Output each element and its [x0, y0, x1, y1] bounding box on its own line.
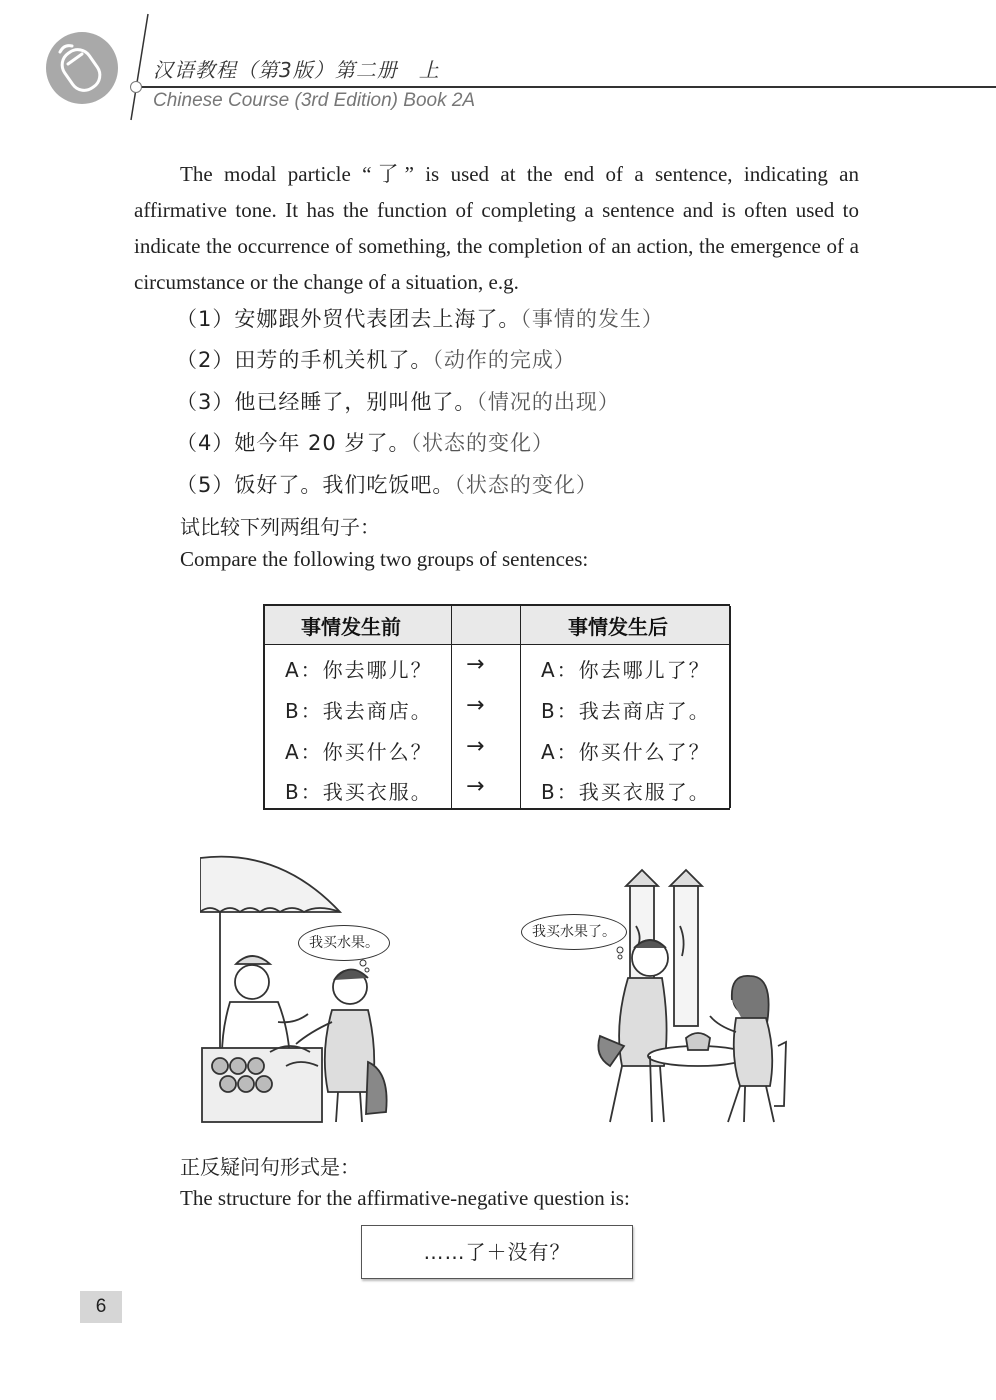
table-cell-before: A：你买什么？ [285, 740, 433, 764]
compare-instruction-en: Compare the following two groups of sentences: [180, 547, 589, 571]
table-header-before: 事情发生前 [301, 615, 401, 639]
example-number: （4） [176, 431, 235, 455]
table-cell-after: B：我去商店了。 [541, 699, 711, 723]
example-3 [176, 386, 620, 416]
example-text: 饭好了。我们吃饭吧。 [234, 473, 455, 497]
page-number: 6 [80, 1291, 122, 1323]
compare-instruction-cn: 试比较下列两组句子： [180, 515, 380, 539]
example-note: （事情的发生） [520, 307, 664, 331]
example-5 [176, 469, 598, 499]
structure-formula-box: ……了＋没有？ [361, 1225, 633, 1279]
table-cell-after: B：我买衣服了。 [541, 780, 711, 804]
example-2 [176, 344, 576, 374]
intro-text: The modal particle “了” is used at the end of a sentence, indicating an affirmative tone. It has the function of completing a sentence and is often used to indicate the occurrence of something, the completion of an action, the emergence of a circumstance or the change of a situation, e.g. [134, 162, 859, 294]
example-text: 田芳的手机关机了。 [234, 348, 433, 372]
header-rule [140, 86, 996, 88]
example-number: （2） [176, 348, 235, 372]
speech-bubble-after: 我买水果了。 [521, 914, 627, 950]
table-header-after: 事情发生后 [568, 615, 668, 639]
comparison-table [263, 604, 730, 810]
example-note: （动作的完成） [432, 348, 576, 372]
intro-paragraph [134, 156, 859, 300]
example-number: （3） [176, 390, 235, 414]
example-number: （5） [176, 473, 235, 497]
table-cell-before: A：你去哪儿？ [285, 658, 433, 682]
example-text: 她今年 20 岁了。 [234, 431, 411, 455]
example-4 [176, 427, 554, 457]
thought-dots [355, 958, 375, 974]
example-text: 安娜跟外贸代表团去上海了。 [234, 307, 521, 331]
header-divider-line [0, 0, 160, 130]
example-note: （状态的变化） [454, 473, 598, 497]
header-rule-dot [130, 81, 142, 93]
example-text: 他已经睡了，别叫他了。 [234, 390, 477, 414]
speech-bubble-before: 我买水果。 [298, 925, 390, 961]
example-1 [176, 303, 664, 333]
example-note: （状态的变化） [410, 431, 554, 455]
book-title-cn: 汉语教程（第3版）第二册 上 [153, 58, 440, 82]
example-number: （1） [176, 307, 235, 331]
arrow-icon: → [466, 652, 485, 677]
table-cell-before: B：我买衣服。 [285, 780, 433, 804]
arrow-icon: → [466, 774, 485, 799]
example-note: （情况的出现） [476, 390, 620, 414]
arrow-icon: → [466, 693, 485, 718]
structure-instruction-cn: 正反疑问句形式是： [180, 1155, 360, 1179]
fruit-stall-illustration [200, 852, 400, 1128]
thought-dots [612, 945, 632, 961]
table-cell-before: B：我去商店。 [285, 699, 433, 723]
book-title-en: Chinese Course (3rd Edition) Book 2A [153, 90, 476, 111]
arrow-icon: → [466, 734, 485, 759]
structure-instruction-en: The structure for the affirmative-negative question is: [180, 1186, 630, 1210]
restaurant-illustration [590, 866, 800, 1128]
table-cell-after: A：你去哪儿了？ [541, 658, 711, 682]
table-cell-after: A：你买什么了？ [541, 740, 711, 764]
